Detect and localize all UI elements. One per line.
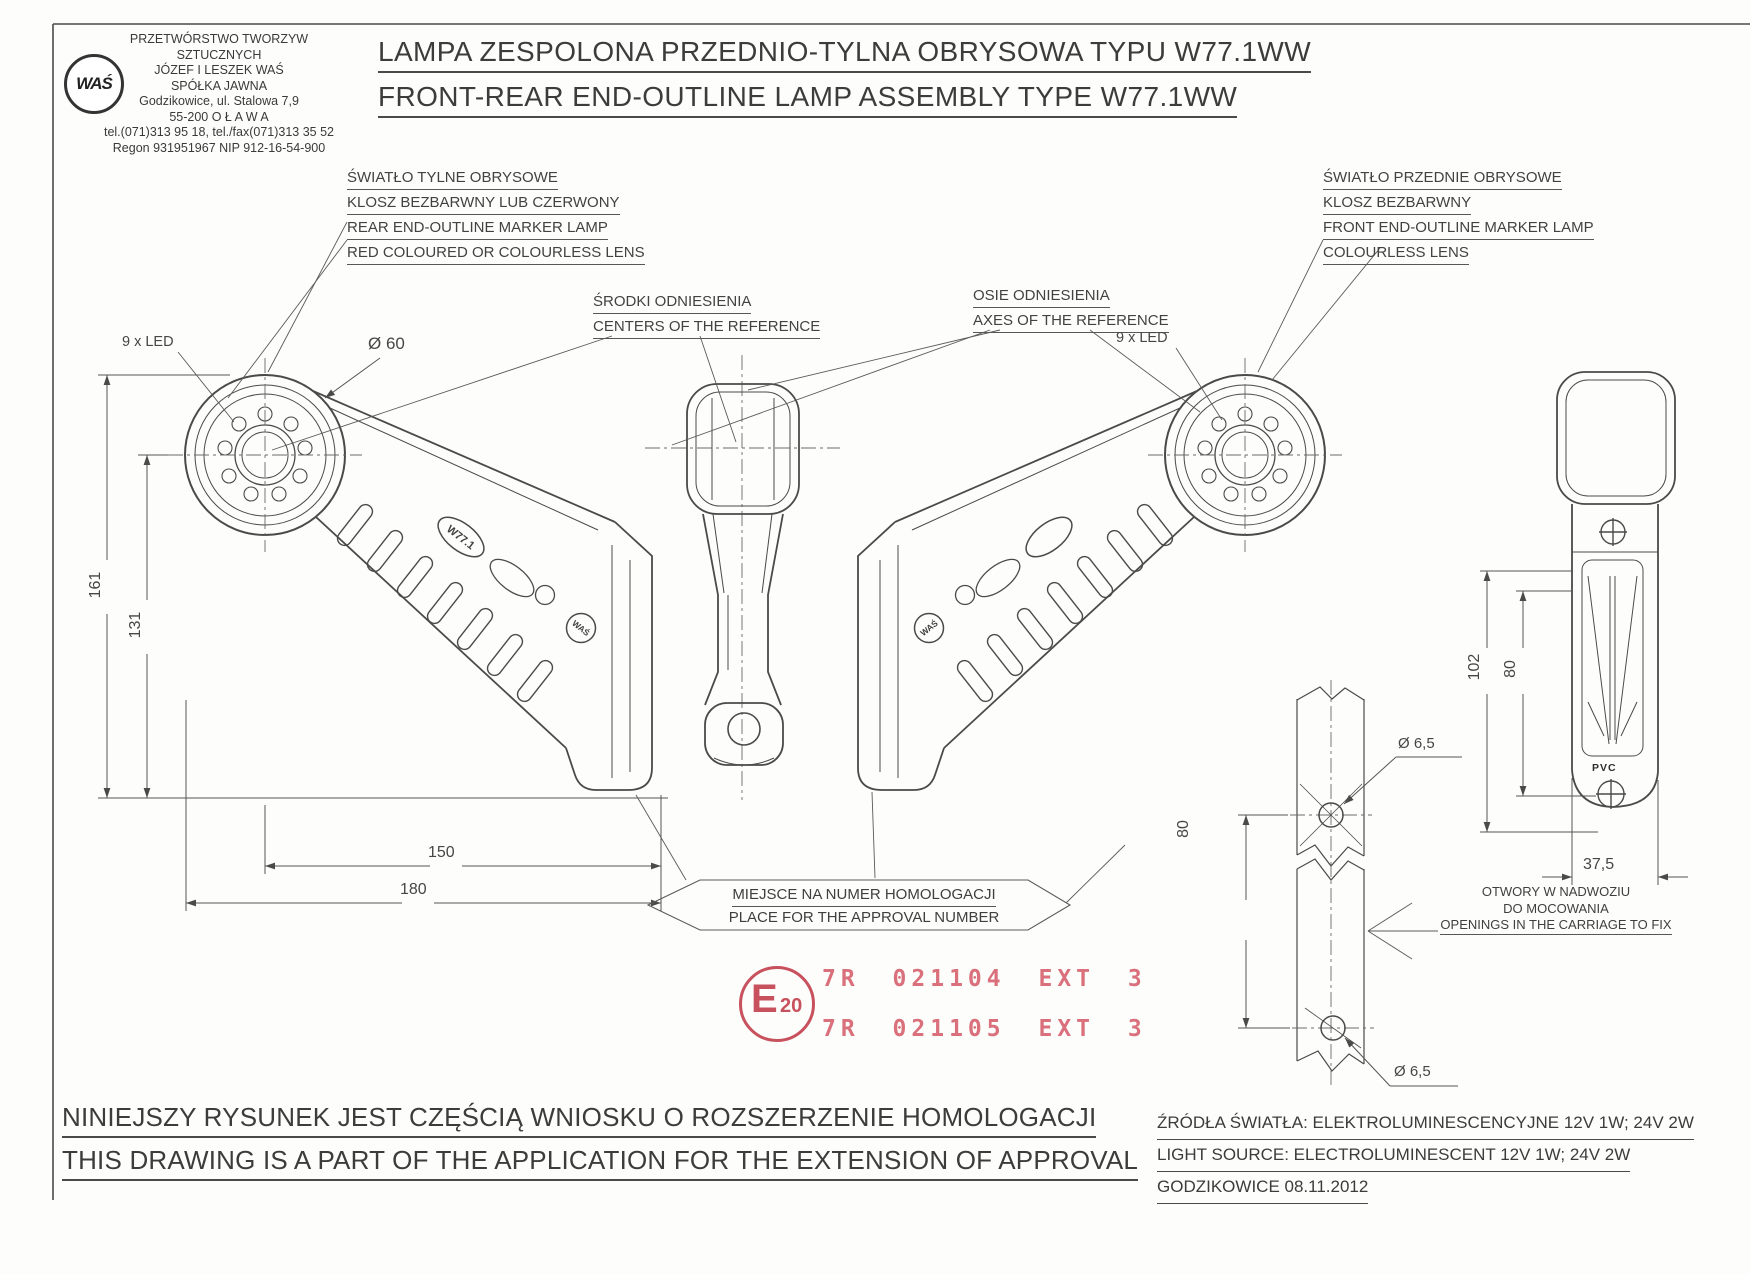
dim-led-left: 9 x LED [122, 334, 174, 350]
callout-line: MIEJSCE NA NUMER HOMOLOGACJI [732, 884, 995, 907]
oval-slot-left [484, 553, 540, 604]
e-mark-stamp [739, 966, 815, 1042]
callout-line: REAR END-OUTLINE MARKER LAMP [347, 218, 608, 240]
dim-dia65-bottom: Ø 6,5 [1394, 1063, 1431, 1080]
dim-131: 131 [127, 611, 144, 639]
dim-150: 150 [428, 844, 455, 861]
hole-detail [1290, 680, 1374, 1085]
callout-line: FRONT END-OUTLINE MARKER LAMP [1323, 218, 1594, 240]
callout-line: PLACE FOR THE APPROVAL NUMBER [728, 909, 1000, 926]
vent-slots-right [955, 502, 1176, 704]
statement-en: THIS DRAWING IS A PART OF THE APPLICATION FOR THE EXTENSION OF APPROVAL [62, 1145, 1138, 1181]
front-lamp-callout [1323, 168, 1594, 268]
dim-dia65-top: Ø 6,5 [1398, 735, 1435, 752]
openings-callout [1430, 884, 1682, 935]
company-info [88, 32, 350, 156]
title-en: FRONT-REAR END-OUTLINE LAMP ASSEMBLY TYPE W77.1WW [378, 81, 1237, 118]
was-badge-right-label: WAŚ [918, 618, 940, 638]
statement-pl: NINIEJSZY RYSUNEK JEST CZĘŚCIĄ WNIOSKU O ROZSZERZENIE HOMOLOGACJI [62, 1102, 1096, 1138]
dim-80-side: 80 [1502, 660, 1519, 678]
callout-line: ŚRODKI ODNIESIENIA [593, 292, 751, 314]
date-place: GODZIKOWICE 08.11.2012 [1157, 1172, 1368, 1204]
extension-statement [62, 1102, 1138, 1188]
stamp-line-2: 7R 021105 EXT 3 [822, 1016, 1147, 1042]
axes-callout [973, 286, 1169, 336]
e-mark-number: 20 [780, 995, 803, 1017]
company-line: PRZETWÓRSTWO TWORZYW SZTUCZNYCH [129, 32, 309, 62]
drawing-title [378, 36, 1311, 126]
company-line: 55-200 O Ł A W A [169, 109, 269, 124]
callout-line: DO MOCOWANIA [1503, 900, 1609, 916]
left-view [168, 358, 652, 790]
screw-hole-left [536, 586, 555, 605]
light-source-pl: ŹRÓDŁA ŚWIATŁA: ELEKTROLUMINESCENCYJNE 12V 1W; 24V 2W [1157, 1108, 1694, 1140]
callout-line: COLOURLESS LENS [1323, 243, 1469, 265]
oval-badge-right [1019, 510, 1078, 565]
dim-375: 37,5 [1583, 856, 1615, 873]
callout-line: OPENINGS IN THE CARRIAGE TO FIX [1440, 917, 1671, 935]
stamp-line-1: 7R 021104 EXT 3 [822, 966, 1147, 992]
screw-top [1599, 518, 1627, 546]
callout-line: KLOSZ BEZBARWNY [1323, 193, 1471, 215]
was-badge-left-label: WAŚ [570, 618, 592, 638]
rear-lamp-callout [347, 168, 645, 268]
center-view [645, 355, 840, 800]
callout-line: KLOSZ BEZBARWNY LUB CZERWONY [347, 193, 620, 215]
company-line: Godzikowice, ul. Stalowa 7,9 [139, 94, 299, 108]
dim-102: 102 [1466, 653, 1483, 681]
company-line: tel.(071)313 95 18, tel./fax(071)313 35 52 [103, 125, 335, 139]
company-line: SPÓŁKA JAWNA [170, 78, 268, 93]
e-mark-letter: E [751, 977, 778, 1021]
screw-bottom [1596, 779, 1626, 809]
callout-line: OSIE ODNIESIENIA [973, 286, 1110, 308]
dim-led-right: 9 x LED [1116, 330, 1168, 346]
dim-80-holes: 80 [1175, 820, 1192, 838]
callout-line: OTWORY W NADWOZIU [1481, 884, 1631, 899]
company-line: Regon 931951967 NIP 912-16-54-900 [112, 140, 326, 155]
callout-line: ŚWIATŁO TYLNE OBRYSOWE [347, 168, 558, 190]
dim-161: 161 [87, 571, 104, 599]
light-source-en: LIGHT SOURCE: ELECTROLUMINESCENT 12V 1W; 24V 2W [1157, 1140, 1630, 1172]
centerlines-left [168, 358, 362, 552]
pvc-mark: PVC [1592, 762, 1617, 774]
dim-180: 180 [400, 881, 427, 898]
centers-callout [593, 292, 820, 342]
oval-slot-right [970, 553, 1026, 604]
dim-dia60: Ø 60 [368, 334, 405, 353]
right-view [858, 358, 1342, 790]
company-line: JÓZEF I LESZEK WAŚ [154, 63, 284, 77]
light-source-block [1157, 1108, 1694, 1204]
callout-line: RED COLOURED OR COLOURLESS LENS [347, 243, 645, 265]
side-view [1557, 372, 1675, 809]
approval-place-callout [690, 884, 1038, 929]
callout-line: ŚWIATŁO PRZEDNIE OBRYSOWE [1323, 168, 1562, 190]
title-pl: LAMPA ZESPOLONA PRZEDNIO-TYLNA OBRYSOWA TYPU W77.1WW [378, 36, 1311, 73]
company-logo: WAŚ [64, 54, 124, 114]
w771-badge-label: W77.1 [444, 523, 477, 553]
callout-line: AXES OF THE REFERENCE [973, 311, 1169, 333]
callout-line: CENTERS OF THE REFERENCE [593, 317, 820, 339]
screw-hole-right [956, 586, 975, 605]
